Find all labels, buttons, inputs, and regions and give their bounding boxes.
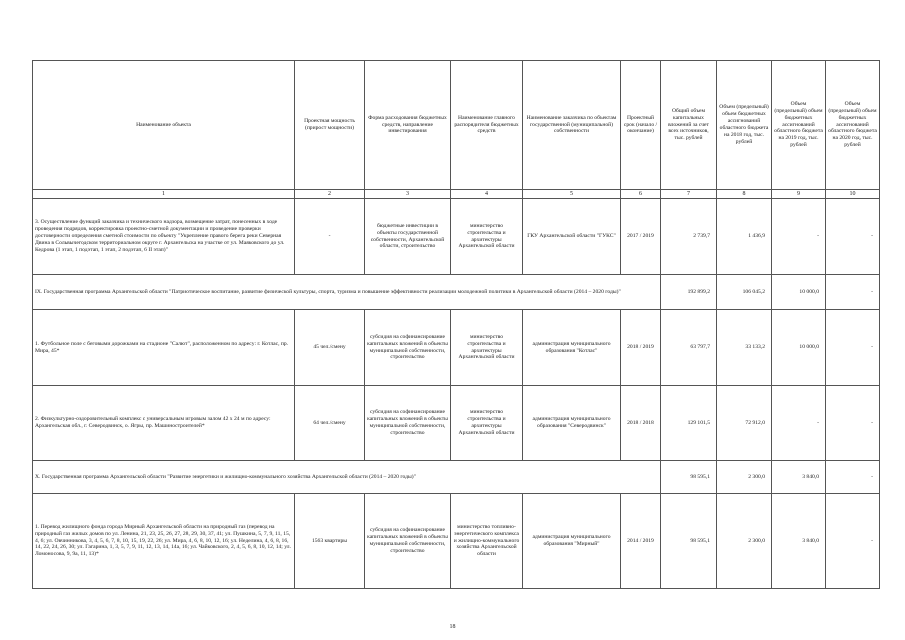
- header-cell: Наименование главного распорядителя бюджетных средств: [451, 61, 523, 190]
- header-cell: Наименование заказчика по объектам государственной (муниципальной) собственности: [523, 61, 621, 190]
- year-2019-cell: 10 000,0: [772, 310, 826, 386]
- capacity-cell: 64 чел./смену: [295, 386, 365, 461]
- customer-cell: администрация муниципального образования "Мирный": [523, 494, 621, 589]
- column-number: 2: [295, 190, 365, 199]
- year-2019-cell: -: [772, 386, 826, 461]
- year-2018-cell: 1 436,9: [717, 199, 772, 275]
- term-cell: 2017 / 2019: [621, 199, 661, 275]
- year-2020-cell: -: [826, 494, 880, 589]
- table-row: [33, 310, 880, 386]
- funding-form-cell: субсидия на софинансирование капитальных вложений в объекты муниципальной собственности, строительство: [365, 386, 451, 461]
- term-cell: 2018 / 2019: [621, 310, 661, 386]
- year-2018-cell: 33 133,2: [717, 310, 772, 386]
- year-2019-cell: 3 840,0: [772, 461, 826, 494]
- year-2020-cell: -: [826, 310, 880, 386]
- capacity-cell: -: [295, 199, 365, 275]
- manager-cell: министерство строительства и архитектуры Архангельской области: [451, 386, 523, 461]
- funding-form-cell: субсидия на софинансирование капитальных вложений в объекты муниципальной собственности, строительство: [365, 310, 451, 386]
- customer-cell: администрация муниципального образования "Котлас": [523, 310, 621, 386]
- total-cell: 98 595,1: [661, 494, 717, 589]
- column-number: 9: [772, 190, 826, 199]
- program-row: [33, 461, 880, 494]
- year-2019-cell: 10 000,0: [772, 275, 826, 310]
- program-title: IX. Государственная программа Архангельской области "Патриотическое воспитание, развитие физической культуры, спорта, туризма и повышение эффективности реализации молодежной политики в Архангельской области (2014 – 2020 годы)": [33, 275, 661, 310]
- column-number: 5: [523, 190, 621, 199]
- term-cell: 2018 / 2018: [621, 386, 661, 461]
- year-2020-cell: -: [826, 386, 880, 461]
- table-row: [33, 199, 880, 275]
- program-row: [33, 275, 880, 310]
- header-cell: Объем (предельный) объем бюджетных ассигнований областного бюджета на 2018 год, тыс. рублей: [717, 61, 772, 190]
- manager-cell: министерство топливно-энергетического комплекса и жилищно-коммунального хозяйства Архангельской области: [451, 494, 523, 589]
- object-name: 1. Футбольное поле с беговыми дорожками на стадионе "Салют", расположенном по адресу: г. Котлас, пр. Мира, 45*: [33, 310, 295, 386]
- manager-cell: министерство строительства и архитектуры Архангельской области: [451, 199, 523, 275]
- year-2018-cell: 106 045,2: [717, 275, 772, 310]
- total-cell: 129 101,5: [661, 386, 717, 461]
- total-cell: 192 899,2: [661, 275, 717, 310]
- funding-form-cell: бюджетные инвестиции в объекты государственной собственности, Архангельской области, строительство: [365, 199, 451, 275]
- program-title: X. Государственная программа Архангельской области "Развитие энергетики и жилищно-коммунального хозяйства Архангельской области (2014 – 2020 годы)": [33, 461, 661, 494]
- column-number: 6: [621, 190, 661, 199]
- column-number: 7: [661, 190, 717, 199]
- capacity-cell: 1563 квартиры: [295, 494, 365, 589]
- year-2018-cell: 2 300,0: [717, 494, 772, 589]
- column-number-row: [33, 190, 880, 199]
- year-2020-cell: -: [826, 461, 880, 494]
- year-2020-cell: -: [826, 275, 880, 310]
- investment-table: [32, 60, 880, 589]
- term-cell: 2014 / 2019: [621, 494, 661, 589]
- object-name: 3. Осуществление функций заказчика и технического надзора, возмещение затрат, понесенных в ходе проведения подрядов, корректировка проектно-сметной документации и проведение проверки достоверности определения сметной стоимости по объекту "Укрепление правого берега реки Северная Двина в Сольвычегодском территориальном округе г. Архангельска на участке от ул. Маяковского до ул. Кедрова (1 этап, 1 подэтап, 1 этап, 2 подэтап, 6 II этап)": [33, 199, 295, 275]
- total-cell: 98 595,1: [661, 461, 717, 494]
- header-cell: Общий объем капитальных вложений за счет всех источников, тыс. рублей: [661, 61, 717, 190]
- customer-cell: ГКУ Архангельской области "ГУКС": [523, 199, 621, 275]
- object-name: 1. Перевод жилищного фонда города Мирный Архангельской области на природный газ (перевод на природный газ жилых домов по ул. Ленина, 21, 23, 25, 26, 27, 28, 29, 30, 37, 41; ул. Пушкина, 5, 7, 9, 11, 15, 4, 6; ул. Овчинникова, 3, 4, 5, 6, 7, 8, 10, 15, 19, 22, 26; ул. Мира, 4, 6, 8, 10, 12, 16; ул. Неделина, 4, 6, 8, 16, 14, 22, 24, 26, 30; ул. Гагарина, 1, 3, 5, 7, 9, 11, 12, 13, 14, 14а, 16; ул. Чайковского, 2, 4, 5, 6, 8, 10, 12, 14; ул. Ломоносова, 9, 9а, 11, 13)*: [33, 494, 295, 589]
- column-number: 3: [365, 190, 451, 199]
- year-2019-cell: -: [772, 199, 826, 275]
- header-row: [33, 61, 880, 190]
- year-2020-cell: -: [826, 199, 880, 275]
- year-2019-cell: 3 840,0: [772, 494, 826, 589]
- header-cell: Объем (предельный) объем бюджетных ассигнований областного бюджета на 2019 год, тыс. рублей: [772, 61, 826, 190]
- year-2018-cell: 72 912,0: [717, 386, 772, 461]
- manager-cell: министерство строительства и архитектуры Архангельской области: [451, 310, 523, 386]
- table-row: [33, 494, 880, 589]
- column-number: 10: [826, 190, 880, 199]
- column-number: 8: [717, 190, 772, 199]
- capacity-cell: 45 чел./смену: [295, 310, 365, 386]
- header-cell: Форма расходования бюджетных средств, направление инвестирования: [365, 61, 451, 190]
- header-cell: Проектный срок (начало / окончание): [621, 61, 661, 190]
- column-number: 4: [451, 190, 523, 199]
- header-cell: Объем (предельный) объем бюджетных ассигнований областного бюджета на 2020 год, тыс. рублей: [826, 61, 880, 190]
- object-name: 2. Физкультурно-оздоровительный комплекс с универсальным игровым залом 42 х 24 м по адресу: Архангельская обл., г. Северодвинск, о. Ягры, пр. Машиностроителей*: [33, 386, 295, 461]
- funding-form-cell: субсидия на софинансирование капитальных вложений в объекты муниципальной собственности, строительство: [365, 494, 451, 589]
- total-cell: 2 739,7: [661, 199, 717, 275]
- year-2018-cell: 2 300,0: [717, 461, 772, 494]
- total-cell: 63 797,7: [661, 310, 717, 386]
- customer-cell: администрация муниципального образования "Северодвинск": [523, 386, 621, 461]
- column-number: 1: [33, 190, 295, 199]
- page-number: 18: [449, 624, 456, 630]
- header-cell: Наименование объекта: [33, 61, 295, 190]
- table-row: [33, 386, 880, 461]
- header-cell: Проектная мощность (прирост мощности): [295, 61, 365, 190]
